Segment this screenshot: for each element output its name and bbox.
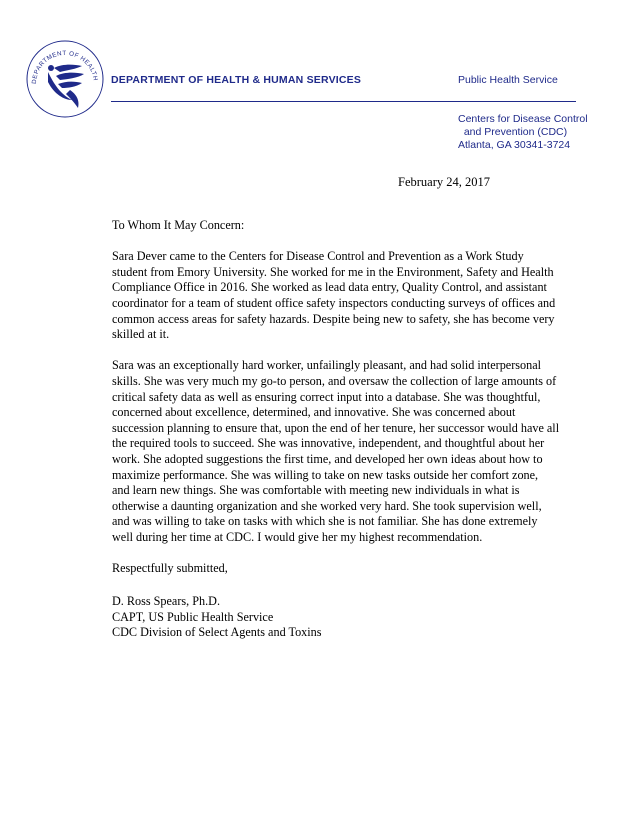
salutation: To Whom It May Concern:	[112, 218, 245, 232]
public-health-service-label: Public Health Service	[458, 74, 558, 86]
hhs-seal-logo	[24, 38, 106, 120]
paragraph-line: maximize performance. She was willing to take on new tasks outside her comfort zone,	[112, 467, 539, 482]
cdc-address-block	[458, 113, 588, 152]
letterhead-divider	[111, 101, 576, 102]
letter-body	[112, 218, 582, 592]
paragraph-line: work. She adopted suggestions the first time, and developed her own ideas about how to	[112, 451, 543, 466]
paragraph-line: well during her time at CDC. I would give her my highest recommendation.	[112, 529, 483, 544]
paragraph-line: coordinator for a team of student office safety inspectors conducting surveys of offices and	[112, 295, 556, 310]
paragraph-2	[112, 358, 582, 545]
hhs-eagle-icon	[24, 38, 106, 120]
paragraph-line: the required tools to succeed. She was innovative, independent, and thoughtful about her	[112, 436, 545, 451]
paragraph-line: Sara was an exceptionally hard worker, unfailingly pleasant, and had solid interpersonal	[112, 358, 541, 373]
paragraph-line: student from Emory University. She worked for me in the Environment, Safety and Health	[112, 264, 554, 279]
paragraph-line: common access areas for safety hazards. Despite being new to safety, she has become very	[112, 311, 555, 326]
paragraph-line: and was willing to take on tasks with which she is not familiar. She has done extremely	[112, 514, 538, 529]
paragraph-line: succession planning to ensure that, upon the end of her tenure, her successor would have all	[112, 420, 560, 435]
signature-block	[112, 594, 322, 641]
signer-name: D. Ross Spears, Ph.D.	[112, 594, 221, 608]
signer-title: CAPT, US Public Health Service	[112, 609, 274, 624]
paragraph-line: skills. She was very much my go-to person, and oversaw the collection of large amounts of	[112, 373, 557, 388]
paragraph-line: and learn new things. She was comfortable with meeting new individuals in what is	[112, 483, 520, 498]
svg-text:DEPARTMENT OF HEALTH & HUMAN S: DEPARTMENT OF HEALTH	[30, 49, 99, 85]
paragraph-line: Compliance Office in 2016. She worked as lead data entry, Quality Control, and assistant	[112, 280, 547, 295]
paragraph-1	[112, 249, 582, 343]
closing: Respectfully submitted,	[112, 561, 228, 576]
paragraph-line: Sara Dever came to the Centers for Disease Control and Prevention as a Work Study	[112, 249, 524, 264]
letter-date: February 24, 2017	[398, 175, 490, 189]
address-line: Centers for Disease Control	[458, 113, 588, 125]
paragraph-line: otherwise a daunting organization and she worked very hard. She took supervision well,	[112, 498, 542, 513]
signer-division: CDC Division of Select Agents and Toxins	[112, 625, 322, 640]
address-line: Atlanta, GA 30341-3724	[458, 139, 571, 151]
address-line: and Prevention (CDC)	[458, 126, 568, 138]
paragraph-line: concerned about excellence, determined, and innovative. She was concerned about	[112, 405, 516, 420]
department-title: DEPARTMENT OF HEALTH & HUMAN SERVICES	[111, 74, 362, 86]
paragraph-line: skilled at it.	[112, 327, 170, 342]
paragraph-line: critical safety data as well as ensuring correct input into a database. She was thoughtful,	[112, 389, 541, 404]
